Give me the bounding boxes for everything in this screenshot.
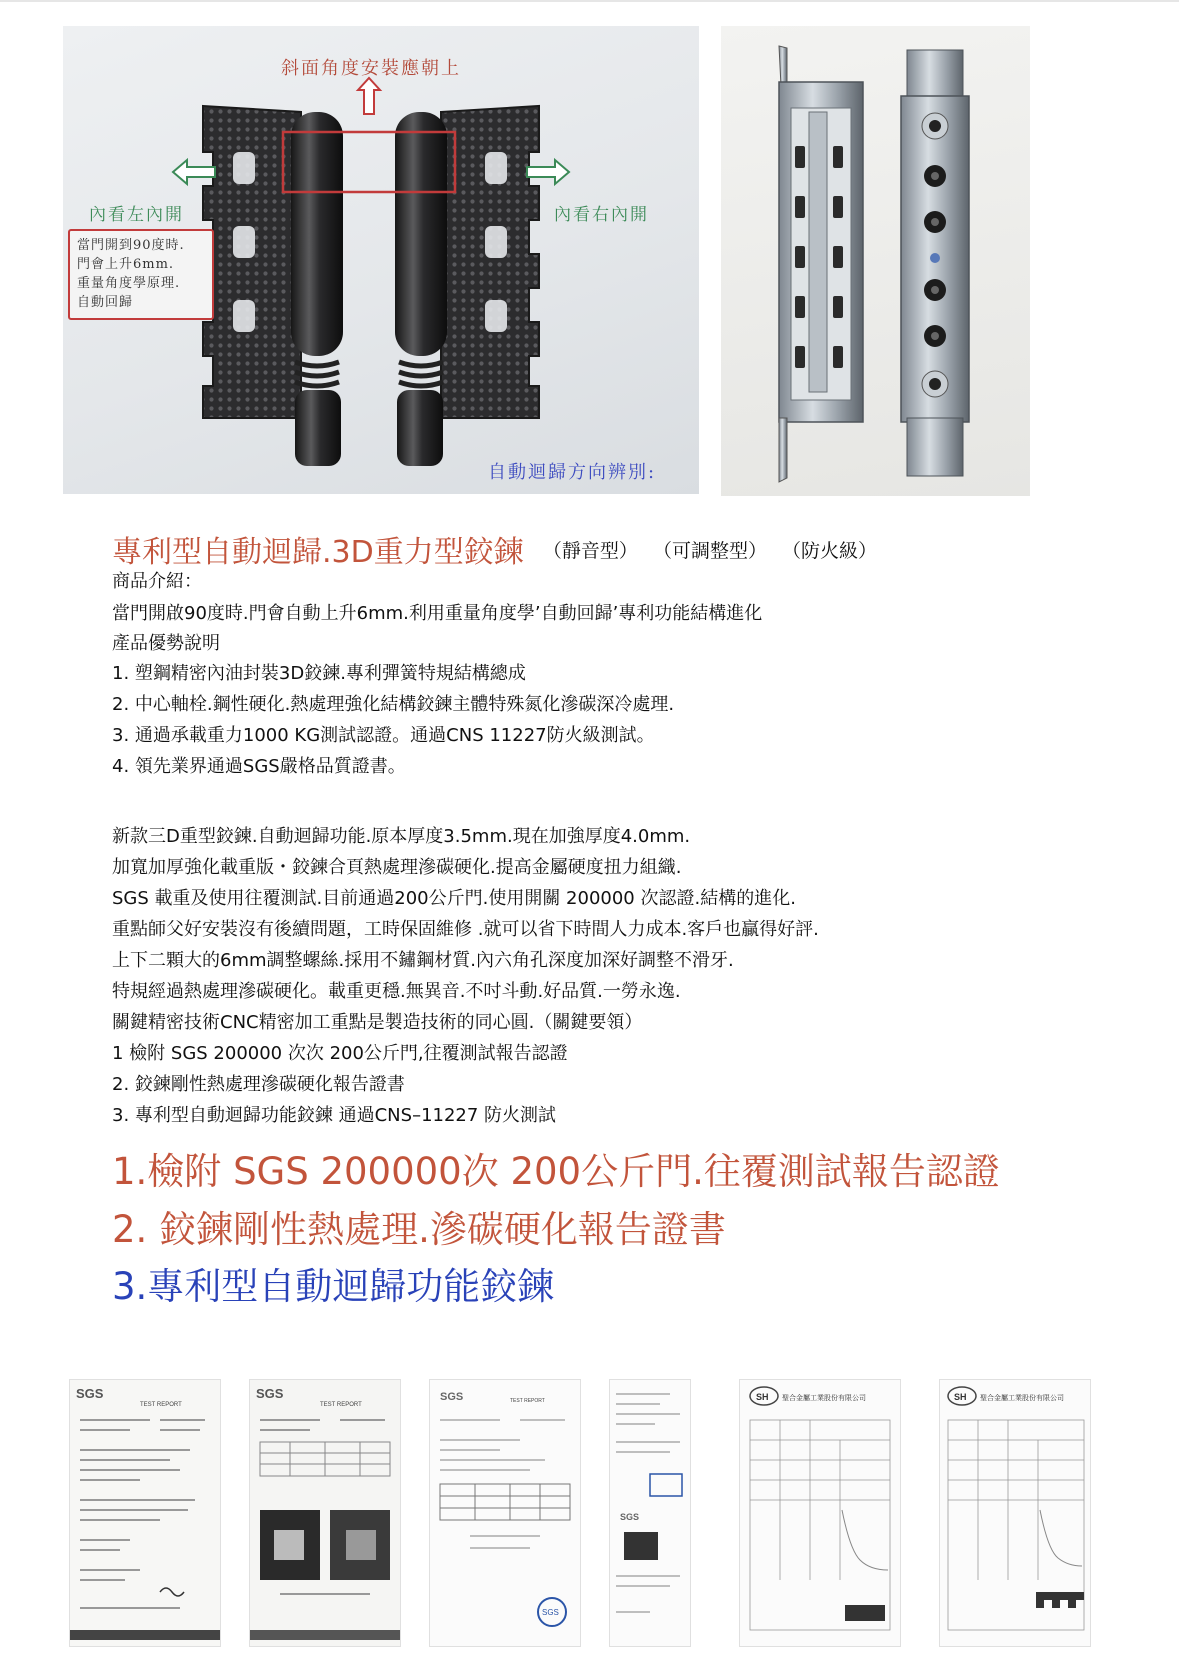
- sh-company-name: 聖合金屬工業股份有限公司: [782, 1394, 866, 1402]
- sgs-seal: SGS: [542, 1608, 559, 1617]
- detail-line: 加寬加厚強化載重版・鉸鍊合頁熱處理滲碳硬化.提高金屬硬度扭力組織.: [112, 857, 682, 878]
- intro-text: 當門開啟90度時.門會自動上升6mm.利用重量角度學’自動回歸’專利功能結構進化: [112, 603, 763, 624]
- highlight-sgs-report: 1.檢附 SGS 200000次 200公斤門.往覆測試報告認證: [112, 1150, 1000, 1193]
- detail-line: 1 檢附 SGS 200000 次次 200公斤門,往覆測試報告認證: [112, 1043, 568, 1064]
- company-test-sheet: [740, 1380, 900, 1646]
- direction-caption: 自動迴歸方向辨別:: [488, 462, 657, 483]
- advantage-item: 1. 塑鋼精密內油封裝3D鉸鍊.專利彈簧特規結構總成: [112, 663, 526, 684]
- hinge-side-photo: [721, 26, 1030, 496]
- top-divider: [0, 0, 1179, 2]
- install-angle-caption: 斜面角度安裝應朝上: [281, 58, 461, 79]
- sgs-logo: SGS: [76, 1386, 104, 1401]
- detail-line: 新款三D重型鉸鍊.自動迴歸功能.原本厚度3.5mm.現在加強厚度4.0mm.: [112, 826, 691, 847]
- detail-line: 特規經過熱處理滲碳硬化。載重更穩.無異音.不吋斗動.好品質.一勞永逸.: [112, 981, 681, 1002]
- sh-logo: SH: [954, 1392, 967, 1402]
- report-label: TEST REPORT: [510, 1398, 545, 1404]
- sgs-logo: SGS: [620, 1512, 640, 1522]
- advantage-item: 2. 中心軸栓.鋼性硬化.熱處理強化結構鉸鍊主體特殊氮化滲碳深冷處理.: [112, 694, 675, 715]
- hinge-side-illustration: [721, 26, 1030, 496]
- product-heading: [112, 527, 877, 571]
- sh-company-name: 聖合金屬工業股份有限公司: [980, 1394, 1064, 1402]
- detail-line: 關鍵精密技術CNC精密加工重點是製造技術的同心圓.（關鍵要領）: [112, 1012, 643, 1033]
- detail-line: 3. 專利型自動迴歸功能鉸鍊 通過CNS–11227 防火測試: [112, 1105, 557, 1126]
- intro-label: 商品介紹：: [112, 571, 202, 592]
- company-test-sheet-2: [940, 1380, 1090, 1646]
- certificate-thumbnail-3[interactable]: [430, 1380, 580, 1646]
- note-line: 門會上升6mm.: [77, 257, 175, 272]
- rise-note-box: [68, 229, 214, 320]
- certificate-thumbnail-1[interactable]: [70, 1380, 220, 1646]
- advantage-item: 4. 領先業界通過SGS嚴格品質證書。: [112, 756, 406, 777]
- right-inswing-caption: 內看右內開: [554, 205, 649, 225]
- adjustable-type-tag: （可調整型）: [652, 539, 767, 562]
- certificate-thumbnail-5[interactable]: [740, 1380, 900, 1646]
- note-line: 自動回歸: [77, 295, 134, 310]
- sgs-report-narrow: [610, 1380, 690, 1646]
- fireproof-tag: （防火級）: [782, 539, 878, 562]
- sgs-logo: SGS: [440, 1391, 464, 1403]
- detail-line: 重點師父好安裝沒有後續問題，工時保固維修 .就可以省下時間人力成本.客戶也贏得好評.: [112, 919, 819, 940]
- sgs-report-photos: [250, 1380, 400, 1646]
- report-label: TEST REPORT: [140, 1402, 182, 1408]
- sh-logo: SH: [756, 1392, 769, 1402]
- sgs-report-table: [430, 1380, 580, 1646]
- highlight-patent-hinge: 3.專利型自動迴歸功能鉸鍊: [112, 1265, 555, 1308]
- sgs-report-document: [70, 1380, 220, 1646]
- detail-line: 2. 鉸鍊剛性熱處理滲碳硬化報告證書: [112, 1074, 405, 1095]
- hinge-direction-photo: [63, 26, 699, 494]
- note-line: 當門開到90度時.: [77, 238, 185, 253]
- highlight-heat-treatment: 2. 鉸鍊剛性熱處理.滲碳硬化報告證書: [112, 1208, 726, 1251]
- product-title: 專利型自動迴歸.3D重力型鉸鍊: [112, 535, 524, 570]
- detail-line: SGS 載重及使用往覆測試.目前通過200公斤門.使用開關 200000 次認證.結構的進化.: [112, 888, 796, 909]
- certificate-thumbnail-6[interactable]: [940, 1380, 1090, 1646]
- report-label: TEST REPORT: [320, 1402, 362, 1408]
- note-line: 重量角度學原理.: [77, 276, 181, 291]
- advantage-item: 3. 通過承載重力1000 KG測試認證。通過CNS 11227防火級測試。: [112, 725, 655, 746]
- certificate-thumbnail-4[interactable]: [610, 1380, 690, 1646]
- sgs-logo: SGS: [256, 1386, 284, 1401]
- detail-line: 上下二顆大的6mm調整螺絲.採用不鏽鋼材質.內六角孔深度加深好調整不滑牙.: [112, 950, 734, 971]
- left-inswing-caption: 內看左內開: [89, 205, 184, 225]
- silent-type-tag: （靜音型）: [542, 539, 638, 562]
- certificate-thumbnail-2[interactable]: [250, 1380, 400, 1646]
- advantages-label: 產品優勢說明: [112, 633, 220, 654]
